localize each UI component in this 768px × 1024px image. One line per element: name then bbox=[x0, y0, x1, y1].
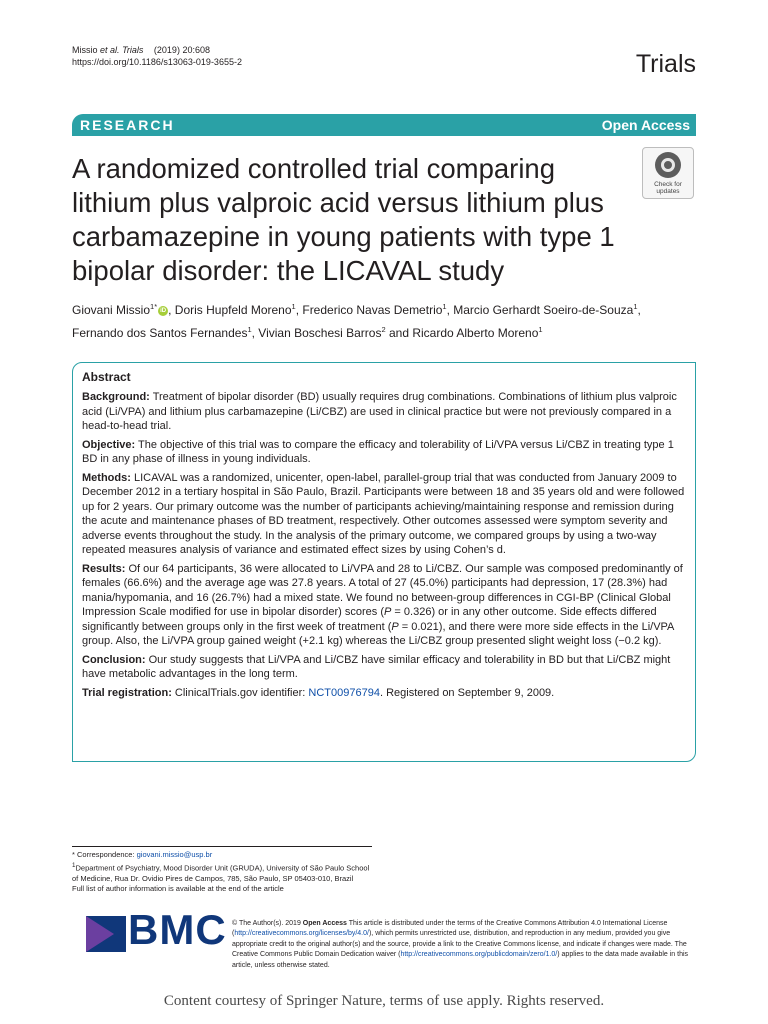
article-type-banner bbox=[72, 114, 696, 136]
author-name[interactable]: Vivian Boschesi Barros bbox=[258, 326, 382, 340]
section-text: = 0.326) or in any other outcome. Side effects differed significantly between groups only in the first week of treatment ( bbox=[82, 606, 657, 633]
license-open-access: Open Access bbox=[302, 920, 347, 927]
author-sup: 1 bbox=[247, 325, 252, 334]
section-text: . Registered on September 9, 2009. bbox=[379, 686, 555, 699]
author-sup: 1 bbox=[538, 325, 543, 334]
cc-zero-license-link[interactable]: http://creativecommons.org/publicdomain/zero/1.0/ bbox=[400, 951, 558, 959]
author-sup: 1* bbox=[150, 302, 158, 311]
abstract-results bbox=[82, 562, 687, 649]
bmc-logo bbox=[84, 906, 227, 956]
crossmark-icon bbox=[655, 152, 681, 178]
author-sup: 2 bbox=[381, 325, 386, 334]
citation-header bbox=[72, 44, 242, 68]
section-text: = 0.021), and there were more side effects in the Li/VPA group. Also, the Li/VPA group gained weight (+2.1 kg) whereas the Li/CBZ group presented slight weight loss (−0.2 kg). bbox=[82, 620, 674, 647]
journal-name: Trials bbox=[635, 50, 696, 78]
journal-italic: Trials bbox=[122, 45, 144, 55]
p-value-symbol: P bbox=[384, 606, 392, 618]
full-author-info-note: Full list of author information is available at the end of the article bbox=[72, 884, 284, 893]
courtesy-footer: Content courtesy of Springer Nature, terms of use apply. Rights reserved. bbox=[163, 993, 605, 1009]
section-label: Methods: bbox=[82, 471, 131, 484]
badge-text bbox=[654, 181, 682, 195]
section-label: Objective: bbox=[82, 438, 136, 451]
correspondence bbox=[72, 850, 372, 861]
badge-line-1: Check for bbox=[654, 181, 682, 188]
section-text: Of our 64 participants, 36 were allocated to Li/VPA and 28 to Li/CBZ. Our sample was composed predominantly of females (66.6%) and the average age was 27.8 years. A total of 27 (45.0%) participants had depression, 17 (28.3%) had mania/hypomania, and 16 (26.7%) had a mixed state. We found no between-group differences in CGI-BP (Clinical Global Impression Scale modified for use in bipolar disorder) scores ( bbox=[82, 562, 683, 618]
author-name[interactable]: Giovani Missio bbox=[72, 303, 151, 317]
section-text: ClinicalTrials.gov identifier: bbox=[171, 686, 309, 699]
article-type-label: RESEARCH bbox=[80, 117, 175, 133]
correspondence-email-link[interactable]: giovani.missio@usp.br bbox=[136, 850, 213, 859]
author-separator: , bbox=[446, 303, 454, 317]
author-list bbox=[72, 297, 712, 343]
orcid-icon[interactable]: iD bbox=[160, 307, 167, 314]
author-separator: , bbox=[637, 303, 641, 317]
author-name[interactable]: Ricardo Alberto Moreno bbox=[412, 326, 539, 340]
author-short: Missio bbox=[72, 45, 98, 55]
et-al: et al. bbox=[100, 45, 120, 55]
section-text: Treatment of bipolar disorder (BD) usually requires drug combinations. Combinations of lithium plus valproic acid (Li/VPA) and lithium plus carbamazepine (Li/CBZ) are used in clinical practice but were not previously compared in a head-to-head trial. bbox=[82, 391, 677, 432]
badge-line-2: updates bbox=[656, 188, 680, 195]
abstract-heading: Abstract bbox=[82, 370, 131, 384]
article-title: A randomized controlled trial comparing lithium plus valproic acid versus lithium plus carbamazepine in young patients with type 1 bipolar disorder: the LICAVAL study bbox=[72, 153, 615, 286]
author-sup: 1 bbox=[633, 302, 638, 311]
abstract-methods bbox=[82, 471, 687, 558]
section-text: Our study suggests that Li/VPA and Li/CBZ have similar efficacy and tolerability in BD but that Li/CBZ might have metabolic advantages in the long term. bbox=[82, 653, 671, 680]
author-separator: , bbox=[251, 326, 259, 340]
license-part: ) applies to the data made available in this article, unless otherwise stated. bbox=[232, 951, 689, 969]
license-text bbox=[232, 919, 698, 971]
affiliation-sup: 1 bbox=[72, 861, 76, 869]
bmc-logo-mark-icon bbox=[84, 914, 128, 954]
license-part: © The Author(s). 2019 bbox=[232, 920, 303, 927]
author-sup: 1 bbox=[442, 302, 447, 311]
abstract-objective bbox=[82, 438, 687, 467]
section-text: LICAVAL was a randomized, unicenter, open-label, parallel-group trial that was conducted from January 2009 to December 2012 in a tertiary hospital in São Paulo, Brazil. Participants were between 18 and 35 years old and were followed up for 2 years. Our primary outcome was the number of participants achieving/maintaining response and remission during the acute and maintenance phases of BD treatment, respectively. Other outcomes assessed were symptom severity and adverse events throughout the study. In the analysis of the primary outcome, we compared groups by using a two-way repeated measures analysis of variance and estimated effect sizes by using Cohen’s d. bbox=[82, 471, 685, 556]
check-for-updates-badge[interactable] bbox=[642, 147, 694, 199]
affiliation bbox=[72, 861, 372, 885]
abstract-trial-registration bbox=[82, 686, 687, 701]
author-and: and bbox=[385, 326, 413, 340]
trial-registration-link[interactable]: NCT00976794 bbox=[308, 686, 380, 699]
footnotes bbox=[72, 846, 372, 895]
author-name[interactable]: Fernando dos Santos Fernandes bbox=[72, 326, 248, 340]
open-access-label: Open Access bbox=[601, 117, 690, 133]
section-text: The objective of this trial was to compare the efficacy and tolerability of Li/VPA versus Li/CBZ in treating type 1 BD in any phase of illness in young individuals. bbox=[82, 438, 674, 465]
section-label: Background: bbox=[82, 391, 150, 403]
p-value-symbol: P bbox=[391, 620, 399, 633]
author-sup: 1 bbox=[291, 302, 296, 311]
section-label: Results: bbox=[82, 562, 126, 575]
abstract-box bbox=[72, 362, 696, 762]
correspondence-label: * Correspondence: bbox=[72, 850, 137, 859]
abstract-conclusion bbox=[82, 653, 687, 682]
cc-by-license-link[interactable]: http://creativecommons.org/licenses/by/4.0/ bbox=[234, 930, 369, 938]
author-name[interactable]: Marcio Gerhardt Soeiro-de-Souza bbox=[453, 303, 634, 317]
author-separator: , bbox=[168, 303, 175, 317]
abstract-background bbox=[82, 390, 687, 434]
section-label: Trial registration: bbox=[82, 686, 172, 699]
bmc-logo-word: BMC bbox=[128, 906, 227, 953]
license-part: This article is distributed under the terms of the Creative Commons Attribution 4.0 International License ( bbox=[232, 920, 668, 938]
license-part: ), which permits unrestricted use, distribution, and reproduction in any medium, provided you give appropriate credit to the original author(s) and the source, provide a link to the Creative Commons license, and indicate if changes were made. The Creative Commons Public Domain Dedication waiver ( bbox=[232, 930, 687, 959]
author-separator: , bbox=[295, 303, 303, 317]
section-label: Conclusion: bbox=[82, 653, 146, 666]
doi-link[interactable]: https://doi.org/10.1186/s13063-019-3655-2 bbox=[72, 57, 242, 67]
year-volume: (2019) 20:608 bbox=[153, 45, 210, 55]
affiliation-text: Department of Psychiatry, Mood Disorder Unit (GRUDA), University of São Paulo School of Medicine, Rua Dr. Ovidio Pires de Campos, 785, São Paulo, SP 05403-010, Brazil bbox=[72, 863, 370, 883]
author-name[interactable]: Frederico Navas Demetrio bbox=[302, 303, 443, 317]
author-name[interactable]: Doris Hupfeld Moreno bbox=[174, 303, 292, 317]
citation-line bbox=[72, 44, 242, 56]
footnote-rule bbox=[72, 846, 372, 847]
